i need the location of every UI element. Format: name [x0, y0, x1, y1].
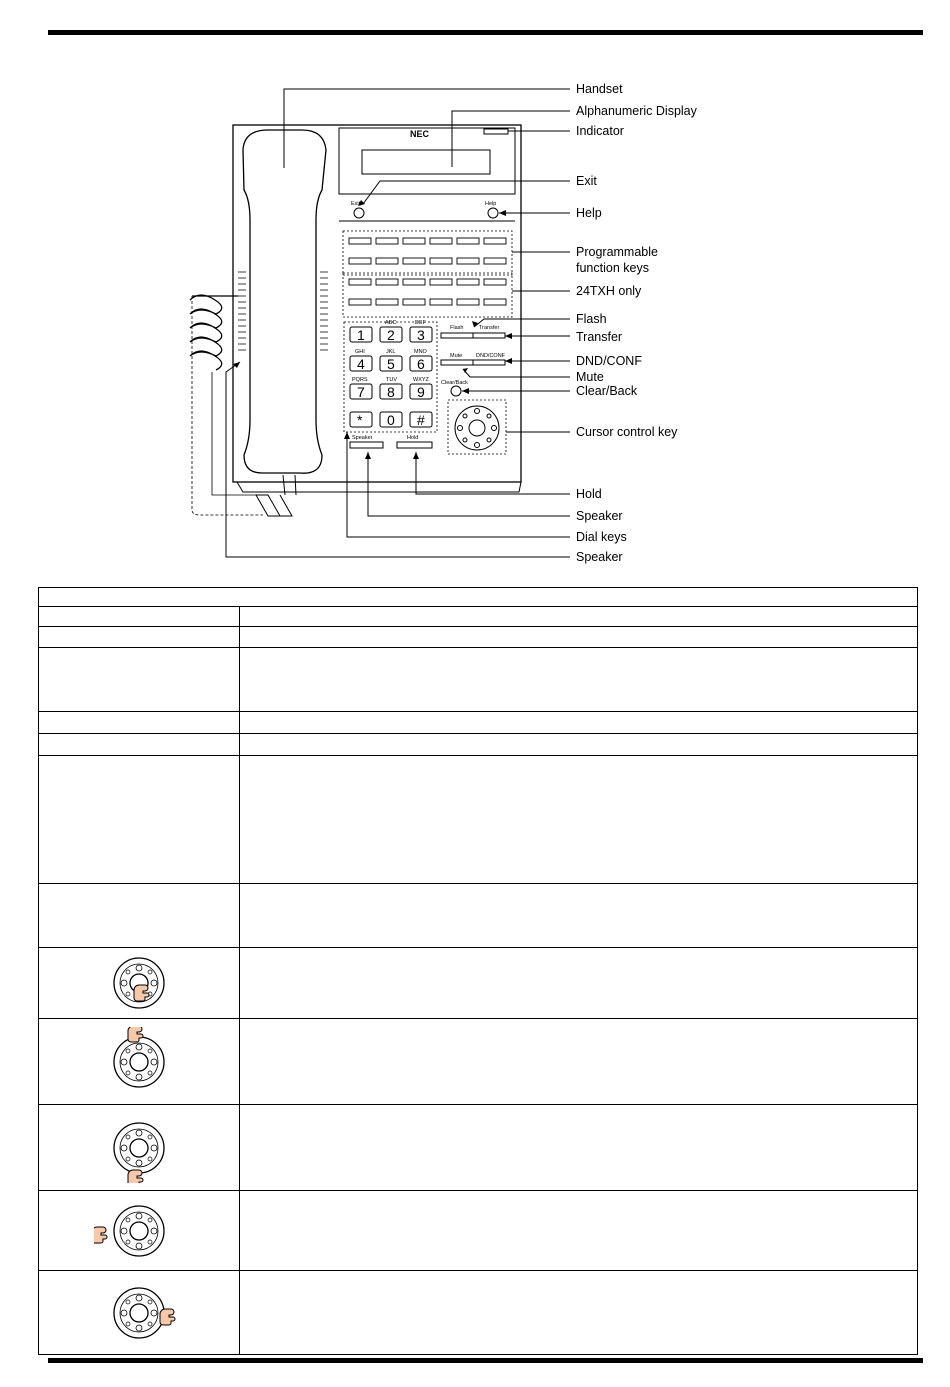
dial-key-digit: 6 — [417, 356, 425, 372]
dial-key-digit: 5 — [387, 356, 395, 372]
callout-dnd-conf: DND/CONF — [576, 354, 642, 368]
cursor-pad-down-icon — [94, 1113, 184, 1183]
callout-clear-back: Clear/Back — [576, 384, 638, 398]
key-cell — [39, 1019, 240, 1105]
callout-handset: Handset — [576, 82, 623, 96]
dial-key-letters: DEF — [415, 320, 426, 326]
callout-speaker: Speaker — [576, 509, 623, 523]
phone-body — [233, 125, 521, 482]
dial-key-digit: 9 — [417, 384, 425, 400]
table-row — [39, 607, 918, 627]
description-cell — [240, 948, 918, 1019]
phone-label-transfer: Transfer — [479, 325, 500, 331]
key-cell — [39, 607, 240, 627]
phone-base — [237, 482, 521, 492]
callout-transfer: Transfer — [576, 330, 623, 344]
key-cell — [39, 627, 240, 648]
dial-key-digit: 3 — [417, 327, 425, 343]
help-button — [488, 208, 498, 218]
description-cell — [240, 712, 918, 734]
dial-key-letters: WXYZ — [413, 377, 429, 383]
indicator-lamp — [484, 129, 508, 134]
key-cell — [39, 1191, 240, 1271]
description-cell — [240, 648, 918, 712]
dial-key-letters: TUV — [386, 377, 397, 383]
dial-key-letters: PQRS — [352, 377, 368, 383]
cursor-pad-right-icon — [94, 1278, 184, 1348]
callout-programmable-2: function keys — [576, 261, 649, 275]
table-row — [39, 648, 918, 712]
callout-cursor-control: Cursor control key — [576, 425, 678, 439]
dial-key-digit: 1 — [357, 327, 365, 343]
dial-key-digit: 0 — [387, 412, 395, 428]
key-cell — [39, 884, 240, 948]
key-cell — [39, 756, 240, 884]
table-row — [39, 884, 918, 948]
table-row — [39, 1191, 918, 1271]
pointing-hand-icon — [160, 1309, 175, 1325]
description-cell — [240, 756, 918, 884]
table-row — [39, 1019, 918, 1105]
table-row — [39, 756, 918, 884]
phone-label-help: Help — [485, 201, 497, 207]
key-cell — [39, 734, 240, 756]
key-cell — [39, 1271, 240, 1355]
key-cell — [39, 712, 240, 734]
dial-key-letters: GHI — [355, 349, 365, 355]
description-cell — [240, 1105, 918, 1191]
hold-key — [397, 442, 432, 448]
clear-back-button — [451, 386, 461, 396]
key-cell — [39, 948, 240, 1019]
callout-dial-keys: Dial keys — [576, 530, 627, 544]
phone-diagram — [0, 0, 950, 580]
feature-table — [38, 587, 918, 1355]
speaker-key — [350, 442, 383, 448]
dial-key-letters: MNO — [414, 349, 427, 355]
exit-button — [354, 208, 364, 218]
handset-shape — [243, 130, 326, 473]
description-cell — [240, 1191, 918, 1271]
table-caption-cell — [39, 588, 918, 607]
phone-label-flash: Flash — [450, 325, 464, 331]
callout-flash: Flash — [576, 312, 607, 326]
phone-label-clear-back: Clear/Back — [441, 380, 468, 386]
dial-key-digit: # — [417, 412, 425, 428]
table-row — [39, 588, 918, 607]
callout-display: Alphanumeric Display — [576, 104, 697, 118]
table-row — [39, 948, 918, 1019]
cursor-ring — [455, 406, 499, 450]
pointing-hand-icon — [94, 1227, 107, 1243]
dial-key-digit: 4 — [357, 356, 365, 372]
dial-key-digit: 2 — [387, 327, 395, 343]
pointing-hand-icon — [134, 985, 149, 1001]
callout-help: Help — [576, 206, 602, 220]
callout-hold: Hold — [576, 487, 602, 501]
dial-key-digit: 8 — [387, 384, 395, 400]
phone-label-mute: Mute — [450, 353, 463, 359]
callout-indicator: Indicator — [576, 124, 624, 138]
callout-24txh: 24TXH only — [576, 284, 642, 298]
description-cell — [240, 607, 918, 627]
dial-key-letters: JKL — [386, 349, 396, 355]
dial-key-digit: 7 — [357, 384, 365, 400]
table-row — [39, 1271, 918, 1355]
callout-speaker-2: Speaker — [576, 550, 623, 564]
brand-logo: NEC — [410, 129, 430, 139]
key-cell — [39, 648, 240, 712]
callout-exit: Exit — [576, 174, 597, 188]
callout-programmable-1: Programmable — [576, 245, 658, 259]
callout-mute: Mute — [576, 370, 604, 384]
pointing-hand-icon — [128, 1027, 143, 1042]
cursor-pad-center-icon — [94, 948, 184, 1018]
phone-label-dnd-conf: DND/CONF — [476, 353, 506, 359]
table-row — [39, 712, 918, 734]
cursor-pad-up-icon — [94, 1027, 184, 1097]
table-row — [39, 627, 918, 648]
callout-labels — [576, 82, 698, 564]
phone-label-speaker: Speaker — [352, 435, 373, 441]
description-cell — [240, 734, 918, 756]
key-cell — [39, 1105, 240, 1191]
description-cell — [240, 884, 918, 948]
cursor-pad-left-icon — [94, 1196, 184, 1266]
description-cell — [240, 1271, 918, 1355]
table-row — [39, 734, 918, 756]
phone-label-exit: Exit — [351, 201, 361, 207]
bottom-rule — [48, 1358, 923, 1363]
display-screen — [362, 150, 490, 174]
dial-key-digit: * — [357, 412, 363, 428]
dial-key-letters: ABC — [385, 320, 397, 326]
pointing-hand-icon — [128, 1170, 143, 1183]
description-cell — [240, 627, 918, 648]
table-row — [39, 1105, 918, 1191]
phone-label-hold: Hold — [407, 435, 419, 441]
description-cell — [240, 1019, 918, 1105]
